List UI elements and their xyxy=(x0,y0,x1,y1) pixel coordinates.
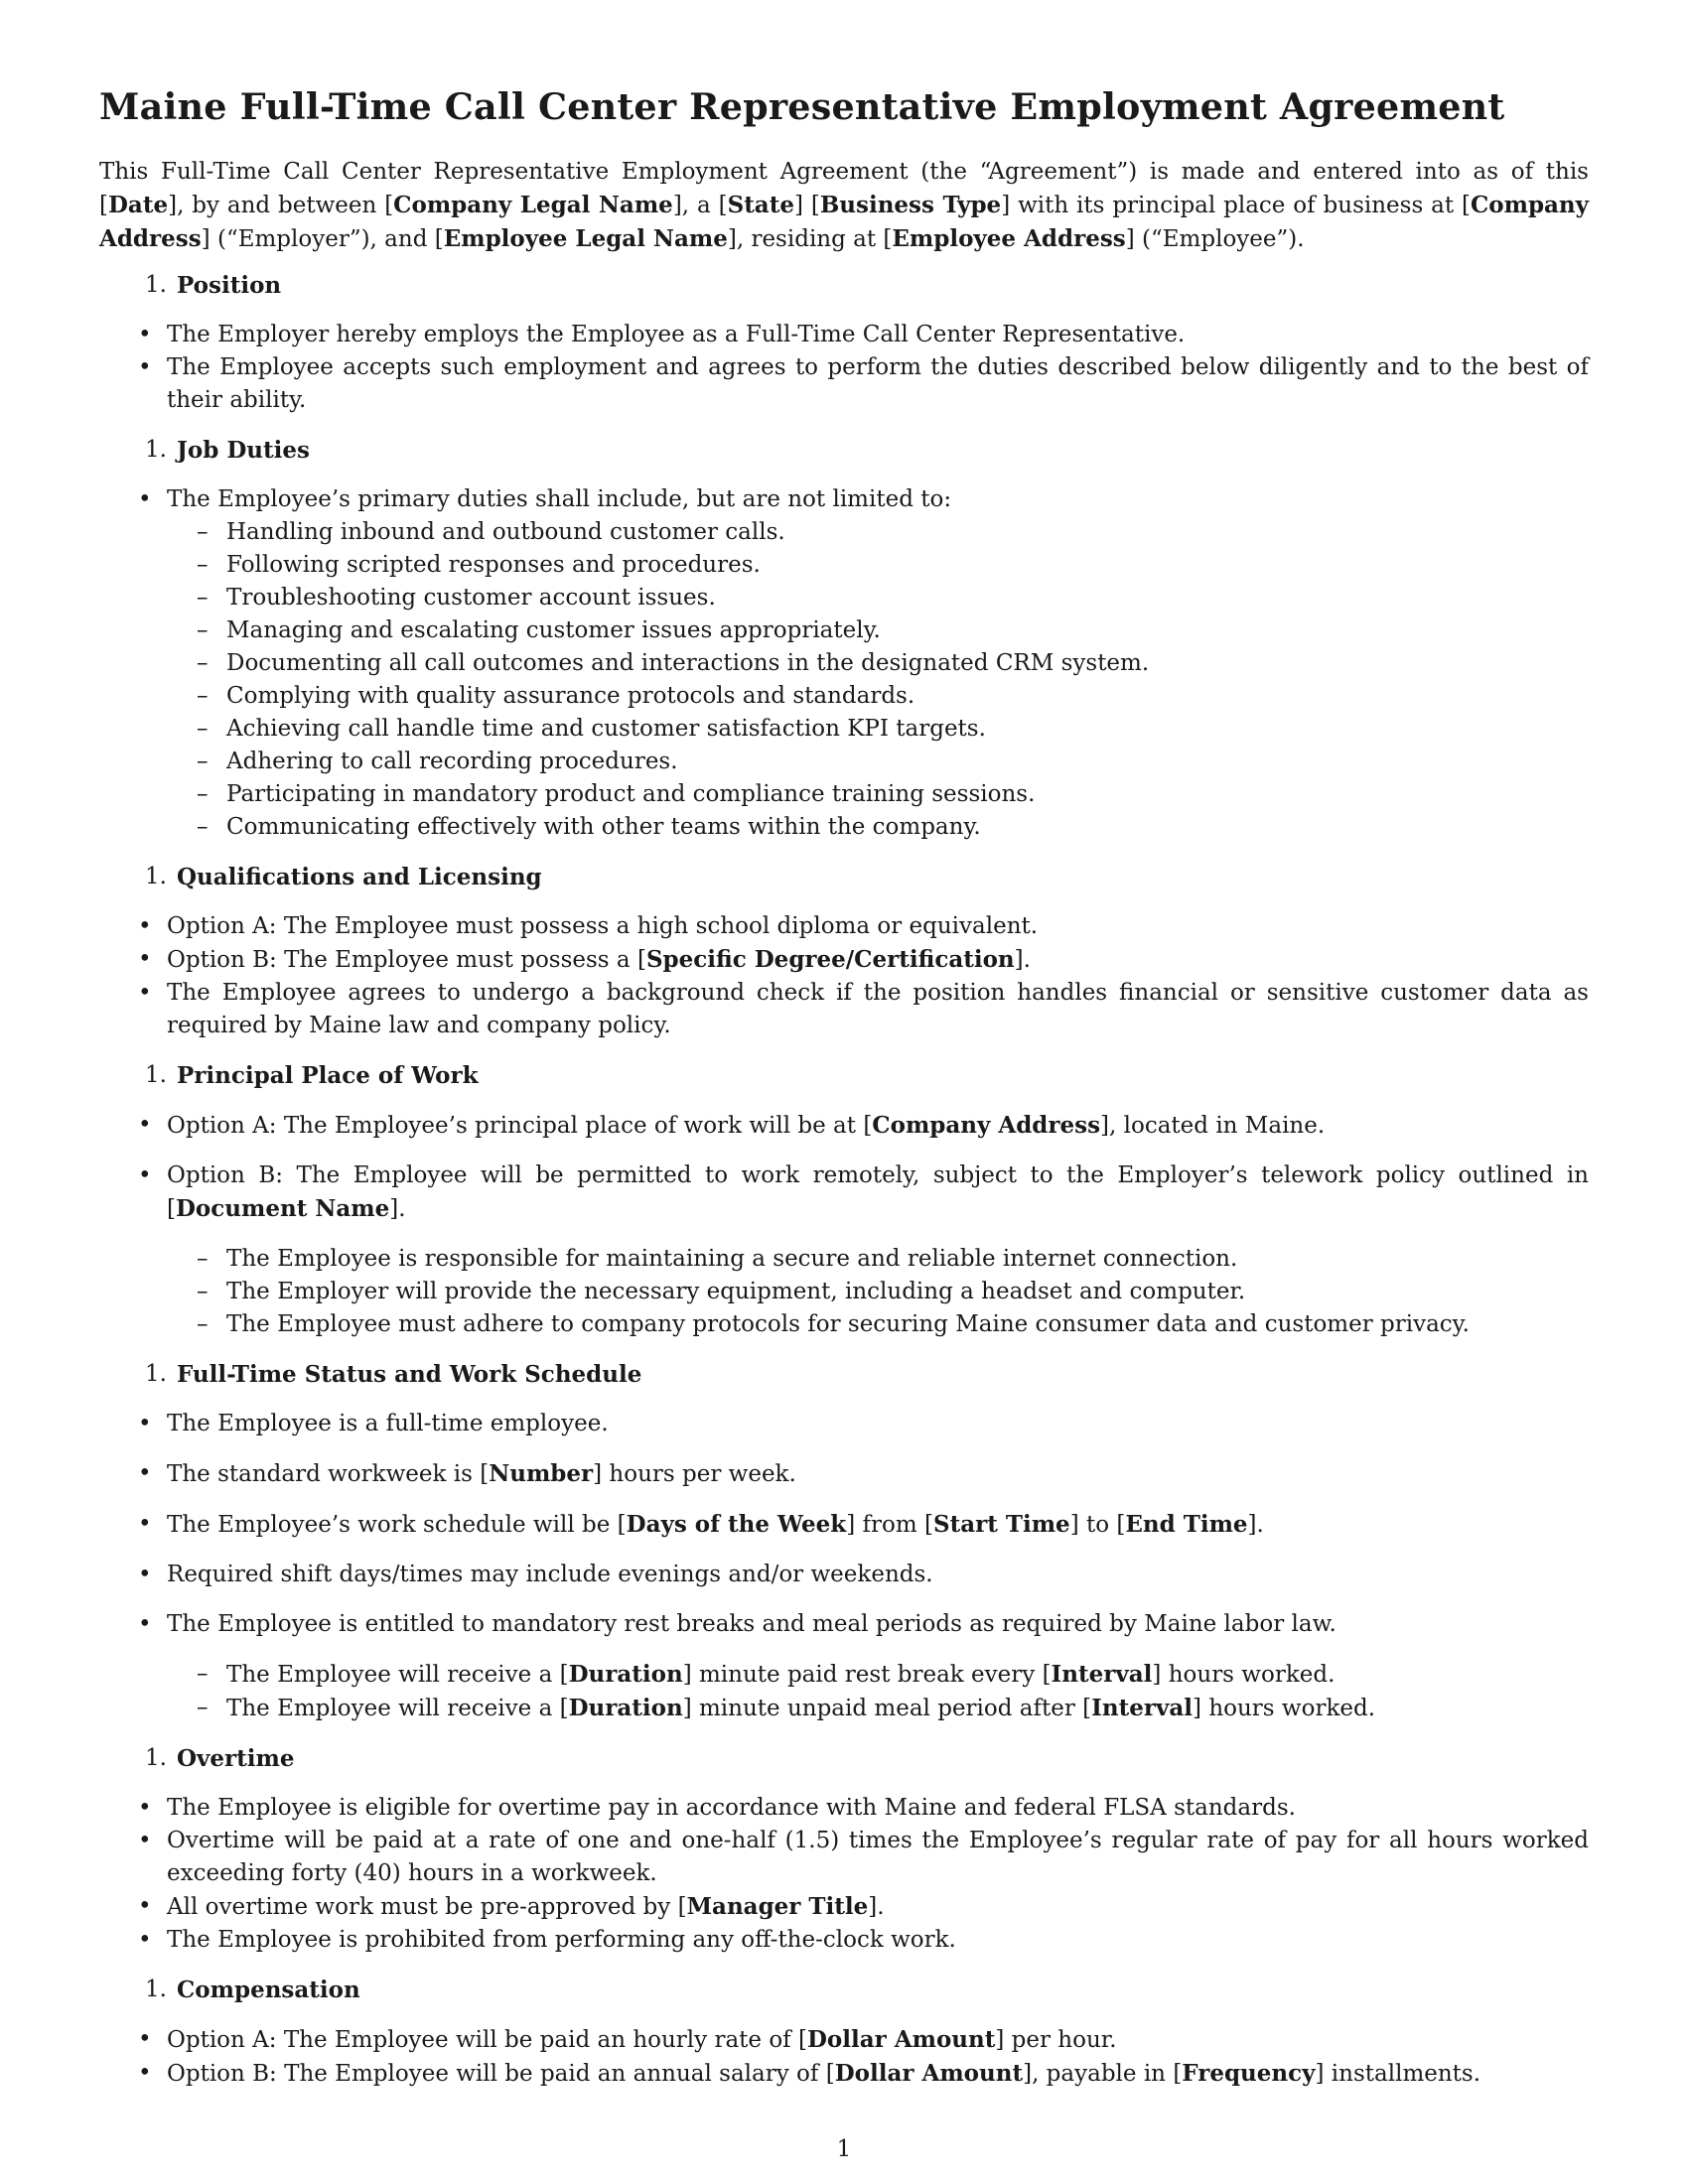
state-field: State xyxy=(727,191,794,218)
list-item: • All overtime work must be pre-approved by [Manager Title]. xyxy=(99,1890,1589,1924)
sub-list-item: – The Employee must adhere to company protocols for securing Maine consumer data and customer privacy. xyxy=(167,1308,1589,1341)
list-item: • Option B: The Employee will be paid an annual salary of [Dollar Amount], payable in [Frequency] installments. xyxy=(99,2057,1589,2091)
sub-list-item: – Documenting all call outcomes and interactions in the designated CRM system. xyxy=(167,647,1589,680)
company-address-field: Company Address xyxy=(872,1111,1101,1139)
sub-list-item: – Communicating effectively with other teams within the company. xyxy=(167,811,1589,844)
document-title: Maine Full-Time Call Center Representative Employment Agreement xyxy=(99,85,1505,128)
list-item: • The Employee agrees to undergo a background check if the position handles financial or sensitive customer data as required by Maine law and company policy. xyxy=(99,977,1589,1042)
breaks-sublist xyxy=(167,1658,1589,1725)
qualifications-list xyxy=(99,910,1589,1042)
sub-list-item: – The Employee is responsible for maintaining a secure and reliable internet connection. xyxy=(167,1243,1589,1276)
manager-title-field: Manager Title xyxy=(686,1892,869,1920)
section-heading-place-of-work: 1. Principal Place of Work xyxy=(145,1061,479,1089)
work-schedule-list xyxy=(99,1408,1589,1725)
list-item: • Option A: The Employee will be paid an hourly rate of [Dollar Amount] per hour. xyxy=(99,2023,1589,2057)
employee-address-field: Employee Address xyxy=(892,224,1126,252)
section-heading-overtime: 1. Overtime xyxy=(145,1744,295,1772)
list-item: • Overtime will be paid at a rate of one and one-half (1.5) times the Employee’s regular rate of pay for all hours worked exceeding forty (40) hours in a workweek. xyxy=(99,1825,1589,1890)
section-heading-work-schedule: 1. Full-Time Status and Work Schedule xyxy=(145,1360,642,1388)
list-item: • The Employee is prohibited from performing any off-the-clock work. xyxy=(99,1924,1589,1957)
section-heading-compensation: 1. Compensation xyxy=(145,1976,360,2003)
overtime-list xyxy=(99,1792,1589,1957)
start-time-field: Start Time xyxy=(932,1510,1070,1538)
company-name-field: Company Legal Name xyxy=(393,191,673,218)
position-list xyxy=(99,319,1589,417)
list-item: • The Employee’s primary duties shall include, but are not limited to: – Handling inbound and outbound customer calls. – Following scripted responses and procedures. – Troubleshooting customer account issues. – Managing and escalating customer issues appropriately. – Documenting all call outcomes and interactions in the designated CRM system. – Complying with quality assurance protocols and standards. – Achieving call handle time and customer satisfaction KPI targets. – Adhering to call recording procedures. – Participating in mandatory product and compliance training sessions. – Communicating effectively with other teams within the company. xyxy=(99,483,1589,844)
list-item: • Required shift days/times may include evenings and/or weekends. xyxy=(99,1559,1589,1591)
sub-list-item: – Following scripted responses and procedures. xyxy=(167,549,1589,582)
days-field: Days of the Week xyxy=(626,1510,847,1538)
compensation-list xyxy=(99,2023,1589,2091)
sub-list-item: – Troubleshooting customer account issues. xyxy=(167,582,1589,614)
section-heading-position: 1. Position xyxy=(145,271,282,299)
list-item: • The Employer hereby employs the Employee as a Full-Time Call Center Representative. xyxy=(99,319,1589,351)
sub-list-item: – The Employee will receive a [Duration] minute unpaid meal period after [Interval] hours worked. xyxy=(167,1692,1589,1725)
document-name-field: Document Name xyxy=(175,1194,390,1222)
section-heading-qualifications: 1. Qualifications and Licensing xyxy=(145,863,542,890)
telework-sublist xyxy=(167,1243,1589,1341)
list-item: • Option B: The Employee will be permitted to work remotely, subject to the Employer’s telework policy outlined in [Document Name]. – The Employee is responsible for maintaining a secure and reliable internet connection. – The Employer will provide the necessary equipment, including a headset and computer. – The Employee must adhere to company protocols for securing Maine consumer data and customer privacy. xyxy=(99,1160,1589,1341)
list-item: • The Employee is entitled to mandatory rest breaks and meal periods as required by Maine labor law. – The Employee will receive a [Duration] minute paid rest break every [Interval] hours worked. – The Employee will receive a [Duration] minute unpaid meal period after [Interval] hours worked. xyxy=(99,1608,1589,1725)
duration-field: Duration xyxy=(568,1694,683,1721)
document-page xyxy=(99,85,1589,2108)
dollar-amount-field: Dollar Amount xyxy=(834,2059,1024,2087)
sub-list-item: – Achieving call handle time and customer satisfaction KPI targets. xyxy=(167,713,1589,746)
list-item: • The Employee is a full-time employee. xyxy=(99,1408,1589,1440)
degree-field: Specific Degree/Certification xyxy=(645,945,1015,973)
sub-list-item: – Complying with quality assurance protocols and standards. xyxy=(167,680,1589,713)
list-item: • Option A: The Employee must possess a high school diploma or equivalent. xyxy=(99,910,1589,943)
intro-paragraph: This Full-Time Call Center Representative Employment Agreement (the “Agreement”) is made and entered into as of this [Date], by and between [Company Legal Name], a [State] [Business Type] with its principal place of business at [Company Address] (“Employer”), and [Employee Legal Name], residing at [Employee Address] (“Employee”). xyxy=(99,158,1590,252)
list-item: • The Employee’s work schedule will be [Days of the Week] from [Start Time] to [End Time]. xyxy=(99,1508,1589,1542)
list-item: • The standard workweek is [Number] hours per week. xyxy=(99,1457,1589,1491)
dollar-amount-field: Dollar Amount xyxy=(806,2025,996,2053)
interval-field: Interval xyxy=(1051,1660,1153,1688)
place-of-work-list xyxy=(99,1109,1589,1341)
sub-list-item: – The Employer will provide the necessary equipment, including a headset and computer. xyxy=(167,1276,1589,1308)
end-time-field: End Time xyxy=(1125,1510,1248,1538)
date-field: Date xyxy=(107,191,169,218)
employee-name-field: Employee Legal Name xyxy=(443,224,728,252)
frequency-field: Frequency xyxy=(1182,2059,1316,2087)
list-item: • The Employee accepts such employment and agrees to perform the duties described below diligently and to the best of their ability. xyxy=(99,351,1589,417)
sub-list-item: – Handling inbound and outbound customer calls. xyxy=(167,516,1589,549)
company-address-field: Company Address xyxy=(99,191,1590,252)
section-heading-job-duties: 1. Job Duties xyxy=(145,436,310,464)
hours-number-field: Number xyxy=(489,1459,594,1487)
interval-field: Interval xyxy=(1091,1694,1194,1721)
job-duties-list xyxy=(99,483,1589,844)
sub-list-item: – The Employee will receive a [Duration] minute paid rest break every [Interval] hours worked. xyxy=(167,1658,1589,1692)
duties-sublist xyxy=(167,516,1589,844)
list-item: • The Employee is eligible for overtime pay in accordance with Maine and federal FLSA standards. xyxy=(99,1792,1589,1825)
business-type-field: Business Type xyxy=(819,191,1002,218)
sub-list-item: – Adhering to call recording procedures. xyxy=(167,746,1589,778)
sub-list-item: – Participating in mandatory product and compliance training sessions. xyxy=(167,778,1589,811)
page-number: 1 xyxy=(836,2136,852,2162)
list-item: • Option A: The Employee’s principal place of work will be at [Company Address], located in Maine. xyxy=(99,1109,1589,1143)
duration-field: Duration xyxy=(568,1660,683,1688)
sub-list-item: – Managing and escalating customer issues appropriately. xyxy=(167,614,1589,647)
list-item: • Option B: The Employee must possess a [Specific Degree/Certification]. xyxy=(99,943,1589,977)
